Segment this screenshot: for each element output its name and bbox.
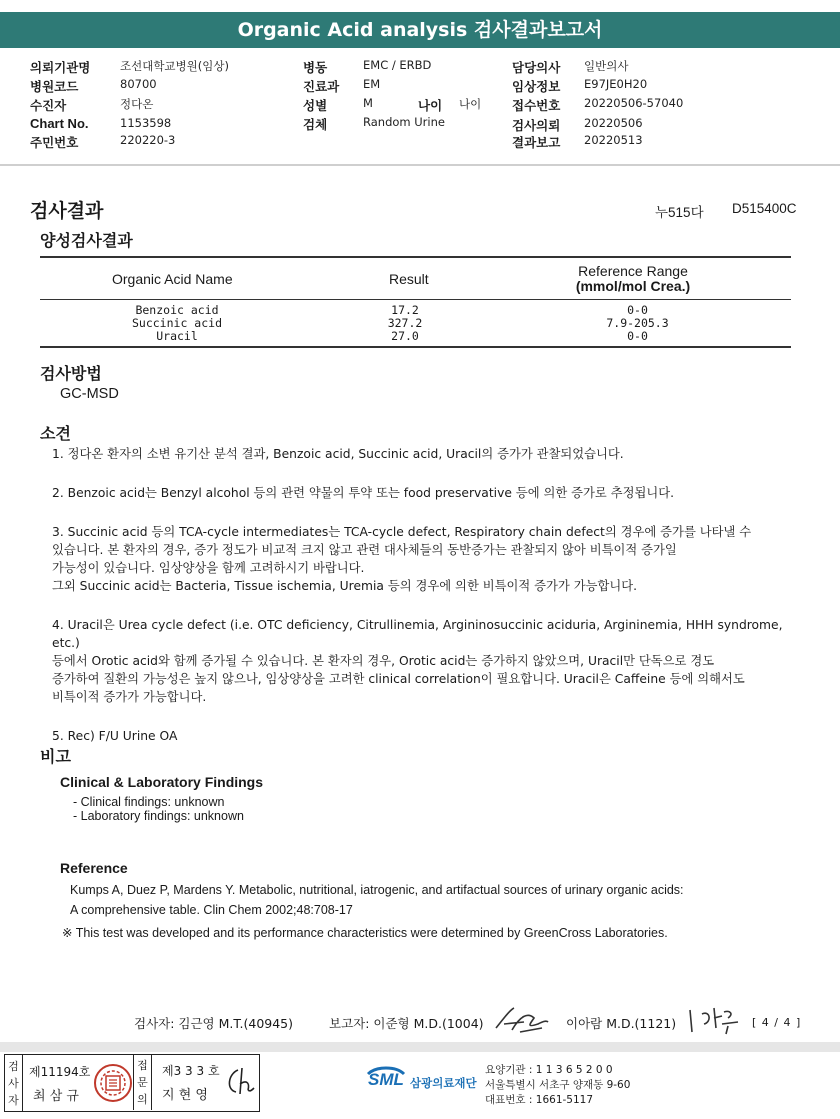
cell-result: 327.2 bbox=[387, 316, 423, 330]
logo-text: SML bbox=[368, 1070, 404, 1089]
method-heading: 검사방법 bbox=[40, 364, 102, 383]
method-value: GC-MSD bbox=[60, 386, 119, 402]
value-hospital-code: 80700 bbox=[120, 77, 157, 91]
finding-3-line-4: 그외 Succinic acid는 Bacteria, Tissue ischemia, Uremia 등의 경우에 의한 비특이적 증가가 가능합니다. bbox=[52, 579, 637, 593]
finding-3-line-3: 가능성이 있습니다. 임상양상을 함께 고려하시기 바랍니다. bbox=[52, 561, 365, 575]
org-phone: 대표번호 : 1661-5117 bbox=[485, 1094, 594, 1106]
table-bottom-rule bbox=[40, 346, 791, 348]
value-chart-no: 1153598 bbox=[120, 116, 172, 130]
label-department: 진료과 bbox=[303, 79, 340, 94]
finding-2: 2. Benzoic acid는 Benzyl alcohol 등의 관련 약물의 투약 또는 food preservative 등에 의한 증가로 추정됩니다. bbox=[52, 486, 675, 500]
value-resident-no: 220220-3 bbox=[120, 133, 176, 147]
label-clinical-info: 임상정보 bbox=[512, 79, 561, 94]
value-age: 나이 bbox=[459, 97, 482, 111]
finding-5: 5. Rec) F/U Urine OA bbox=[52, 729, 178, 743]
value-report-date: 20220513 bbox=[584, 133, 643, 147]
report-title: Organic Acid analysis 검사결과보고서 bbox=[0, 12, 840, 48]
cell-range: 0-0 bbox=[627, 303, 648, 317]
findings-body bbox=[52, 445, 812, 745]
reference-heading: Reference bbox=[60, 860, 128, 876]
col-header-range bbox=[565, 264, 701, 294]
footer-divider bbox=[0, 1042, 840, 1052]
org-name: 삼광의료재단 bbox=[410, 1076, 477, 1090]
label-sex: 성별 bbox=[303, 98, 328, 113]
value-patient: 정다온 bbox=[120, 97, 154, 111]
cell-range: 0-0 bbox=[627, 329, 648, 343]
label-report-date: 결과보고 bbox=[512, 135, 561, 150]
cell-result: 27.0 bbox=[391, 329, 419, 343]
finding-4-line-2: 등에서 Orotic acid와 함께 증가될 수 있습니다. 본 환자의 경우, Orotic acid는 증가하지 않았으며, Uracil만 단독으로 경도 bbox=[52, 654, 715, 668]
label-request-date: 검사의뢰 bbox=[512, 118, 561, 133]
reporter-signature: 보고자: 이준형 M.D.(1004) bbox=[329, 1016, 484, 1031]
cell-name: Succinic acid bbox=[131, 316, 222, 330]
value-department: EM bbox=[363, 77, 381, 91]
finding-4-line-4: 비특이적 증가가 가능합니다. bbox=[52, 690, 207, 704]
label-doctor: 담당의사 bbox=[512, 60, 561, 75]
license-box-1-number: 제11194호 bbox=[29, 1065, 91, 1079]
patient-info-header bbox=[0, 48, 840, 164]
reference-citation bbox=[70, 880, 684, 920]
value-request-date: 20220506 bbox=[584, 116, 643, 130]
cell-range: 7.9-205.3 bbox=[606, 316, 669, 330]
results-heading: 검사결과 bbox=[30, 200, 104, 222]
value-specimen: Random Urine bbox=[363, 115, 445, 129]
label-resident-no: 주민번호 bbox=[30, 135, 79, 150]
development-note: ※ This test was developed and its performance characteristics were determined by GreenCross Laboratories. bbox=[62, 926, 668, 940]
findings-heading: 소견 bbox=[40, 424, 71, 443]
clinical-findings-item: - Clinical findings: unknown bbox=[73, 795, 225, 809]
clinical-findings-heading: Clinical & Laboratory Findings bbox=[60, 774, 264, 790]
license-box-2 bbox=[133, 1054, 259, 1110]
result-code-b: D515400C bbox=[732, 201, 797, 216]
org-contact-info bbox=[485, 1063, 630, 1108]
result-code-a: 누515다 bbox=[655, 205, 704, 220]
handwritten-signature-icon bbox=[224, 1064, 256, 1100]
cell-name: Uracil bbox=[156, 329, 198, 343]
finding-1: 1. 정다온 환자의 소변 유기산 분석 결과, Benzoic acid, Succinic acid, Uracil의 증가가 관찰되었습니다. bbox=[52, 447, 624, 461]
laboratory-findings-item: - Laboratory findings: unknown bbox=[73, 809, 244, 823]
col-header-name: Organic Acid Name bbox=[112, 271, 233, 287]
label-specimen: 검체 bbox=[303, 117, 328, 132]
col-header-range-l2: (mmol/mol Crea.) bbox=[575, 278, 691, 294]
label-institution: 의뢰기관명 bbox=[30, 60, 91, 75]
col-header-result: Result bbox=[389, 271, 429, 287]
value-institution: 조선대학교병원(임상) bbox=[120, 59, 229, 73]
value-ward: EMC / ERBD bbox=[363, 58, 432, 72]
remarks-heading: 비고 bbox=[40, 747, 71, 766]
reviewer-signature: 이아람 M.D.(1121) bbox=[566, 1016, 677, 1031]
license-box-1-label: 검 사 자 bbox=[5, 1055, 23, 1111]
label-chart-no: Chart No. bbox=[30, 116, 89, 131]
label-hospital-code: 병원코드 bbox=[30, 79, 79, 94]
table-header-rule bbox=[40, 299, 791, 300]
org-code: 요양기관 : 1 1 3 6 5 2 0 0 bbox=[485, 1064, 613, 1076]
finding-3-line-2: 있습니다. 본 환자의 경우, 증가 정도가 비교적 크지 않고 관련 대사체들의 동반증가는 관찰되지 않아 비특이적 증가일 bbox=[52, 543, 677, 557]
col-header-range-l1: Reference Range bbox=[578, 263, 688, 279]
seal-icon bbox=[93, 1063, 133, 1103]
license-box-1-name: 최 삼 규 bbox=[33, 1089, 79, 1104]
cell-result: 17.2 bbox=[391, 303, 419, 317]
positive-results-heading: 양성검사결과 bbox=[40, 231, 133, 250]
value-doctor: 일반의사 bbox=[584, 59, 629, 73]
reporter-handwritten-signature bbox=[490, 1002, 552, 1036]
label-age: 나이 bbox=[418, 98, 443, 113]
finding-3-line-1: 3. Succinic acid 등의 TCA-cycle intermediates는 TCA-cycle defect, Respiratory chain defect의 경우에 증가를 나타낼 수 bbox=[52, 525, 752, 539]
label-ward: 병동 bbox=[303, 60, 328, 75]
reference-line-2: A comprehensive table. Clin Chem 2002;48:708-17 bbox=[70, 903, 353, 917]
value-clinical-info: E97JE0H20 bbox=[584, 77, 648, 91]
finding-4-line-1: 4. Uracil은 Urea cycle defect (i.e. OTC deficiency, Citrullinemia, Argininosuccinic aciduria, Argininemia, HHH syndrome, etc.) bbox=[52, 618, 783, 650]
results-table-body bbox=[40, 304, 791, 343]
tester-signature: 검사자: 김근영 M.T.(40945) bbox=[134, 1016, 294, 1031]
reviewer-handwritten-signature bbox=[684, 1004, 744, 1038]
table-top-rule bbox=[40, 256, 791, 258]
page-indicator: [ 4 / 4 ] bbox=[752, 1016, 802, 1029]
org-address: 서울특별시 서초구 양재동 9-60 bbox=[485, 1079, 631, 1091]
label-patient: 수진자 bbox=[30, 98, 67, 113]
label-receipt-no: 접수번호 bbox=[512, 98, 561, 113]
value-receipt-no: 20220506-57040 bbox=[584, 96, 684, 110]
header-divider bbox=[0, 164, 840, 166]
cell-name: Benzoic acid bbox=[135, 303, 219, 317]
finding-4-line-3: 증가하여 질환의 가능성은 높지 않으나, 임상양상을 고려한 clinical correlation이 필요합니다. Uracil은 Caffeine 등에 의해서도 bbox=[52, 672, 745, 686]
clinical-findings-list bbox=[73, 795, 244, 823]
license-box-2-label: 접 문 의 bbox=[134, 1054, 152, 1110]
reference-line-1: Kumps A, Duez P, Mardens Y. Metabolic, nutritional, iatrogenic, and artifactual sources of urinary organic acids: bbox=[70, 883, 684, 897]
license-box-2-number: 제3 3 3 호 bbox=[162, 1064, 220, 1078]
table-row bbox=[40, 330, 791, 343]
license-box-2-name: 지 현 영 bbox=[162, 1088, 208, 1103]
value-sex: M bbox=[363, 96, 373, 110]
